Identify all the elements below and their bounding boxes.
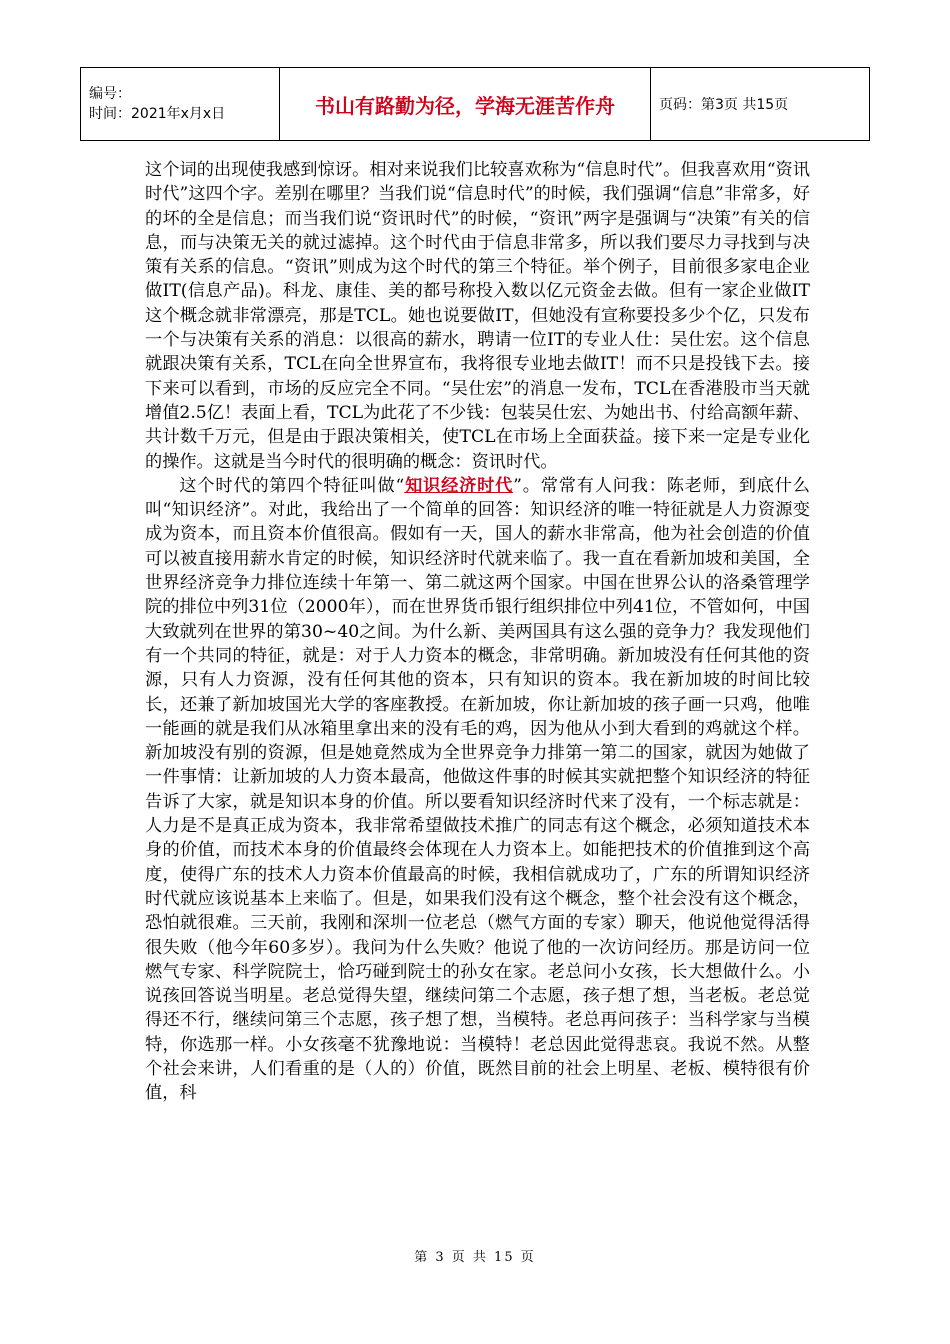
header-meta: [81, 68, 280, 141]
paragraph-text-after-highlight: ”。常常有人问我：陈老师，到底什么叫“知识经济”。对此，我给出了一个简单的回答：知识经济的唯一特征就是人力资源变成为资本，而且资本价值很高。假如有一天，国人的薪水非常高，他为社会创造的价值可以被直接用薪水肯定的时候，知识经济时代就来临了。我一直在看新加坡和美国，全世界经济竞争力排位连续十年第一、第二就这两个国家。中国在世界公认的洛桑管理学院的排位中列31位（2000年），而在世界货币银行组织排位中列41位，不管如何，中国大致就列在世界的第30~40之间。为什么新、美两国具有这么强的竞争力？我发现他们有一个共同的特征，就是：对于人力资本的概念，非常明确。新加坡没有任何其他的资源，只有人力资源，没有任何其他的资本，只有知识的资本。我在新加坡的时间比较长，还兼了新加坡国光大学的客座教授。在新加坡，你让新加坡的孩子画一只鸡，他唯一能画的就是我们从冰箱里拿出来的没有毛的鸡，因为他从小到大看到的鸡就这个样。新加坡没有别的资源，但是她竟然成为全世界竞争力排第一第二的国家，就因为她做了一件事情：让新加坡的人力资本最高，他做这件事的时候其实就把整个知识经济的特征告诉了大家，就是知识本身的价值。所以要看知识经济时代来了没有，一个标志就是：人力是不是真正成为资本，我非常希望做技术推广的同志有这个概念，必须知道技术本身的价值，而技术本身的价值最终会体现在人力资本上。如能把技术的价值推到这个高度，使得广东的技术人力资本价值最高的时候，我相信就成功了，广东的所谓知识经济时代就应该说基本上来临了。但是，如果我们没有这个概念，整个社会没有这个概念，恐怕就很难。三天前，我刚和深圳一位老总（燃气方面的专家）聊天，他说他觉得活得很失败（他今年60多岁）。我问为什么失败？他说了他的一次访问经历。那是访问一位燃气专家、科学院院士，恰巧碰到院士的孙女在家。老总问小女孩，长大想做什么。小说孩回答说当明星。老总觉得失望，继续问第二个志愿，孩子想了想，当老板。老总觉得还不行，继续问第三个志愿，孩子想了想，当模特。老总再问孩子：当科学家与当模特，你选那一样。小女孩毫不犹豫地说：当模特！老总因此觉得悲哀。我说不然。从整个社会来讲，人们看重的是（人的）价值，既然目前的社会上明星、老板、模特很有价值，科: [145, 475, 810, 1104]
knowledge-economy-highlight: 知识经济时代: [404, 475, 514, 496]
document-number-label: 编号：: [89, 86, 131, 102]
paragraph-knowledge-economy: [145, 474, 810, 1106]
header-motto: 书山有路勤为径，学海无涯苦作舟: [280, 68, 651, 141]
document-body: [145, 158, 810, 1106]
paragraph-text-before-highlight: 这个时代的第四个特征叫做“: [179, 475, 405, 496]
document-time-label: 时间：2021年x月x日: [89, 106, 226, 122]
page-footer: 第 3 页 共 15 页: [414, 1250, 536, 1265]
header-page-info: 页码：第3页 共15页: [651, 68, 870, 141]
page-header: [80, 67, 870, 141]
paragraph-information-era: 这个词的出现使我感到惊讶。相对来说我们比较喜欢称为“信息时代”。但我喜欢用“资讯时代”这四个字。差别在哪里？当我们说“信息时代”的时候，我们强调“信息”非常多，好的坏的全是信息；而当我们说“资讯时代”的时候，“资讯”两字是强调与“决策”有关的信息，而与决策无关的就过滤掉。这个时代由于信息非常多，所以我们要尽力寻找到与决策有关系的信息。“资讯”则成为这个时代的第三个特征。举个例子，目前很多家电企业做IT(信息产品)。科龙、康佳、美的都号称投入数以亿元资金去做。但有一家企业做IT这个概念就非常漂亮，那是TCL。她也说要做IT，但她没有宣称要投多少个亿，只发布一个与决策有关系的消息：以很高的薪水，聘请一位IT的专业人仕：吴仕宏。这个信息就跟决策有关系，TCL在向全世界宣布，我将很专业地去做IT！而不只是投钱下去。接下来可以看到，市场的反应完全不同。“吴仕宏”的消息一发布，TCL在香港股市当天就增值2.5亿！表面上看，TCL为此花了不少钱：包装吴仕宏、为她出书、付给高额年薪、共计数千万元，但是由于跟决策相关，使TCL在市场上全面获益。接下来一定是专业化的操作。这就是当今时代的很明确的概念：资讯时代。: [145, 160, 810, 472]
